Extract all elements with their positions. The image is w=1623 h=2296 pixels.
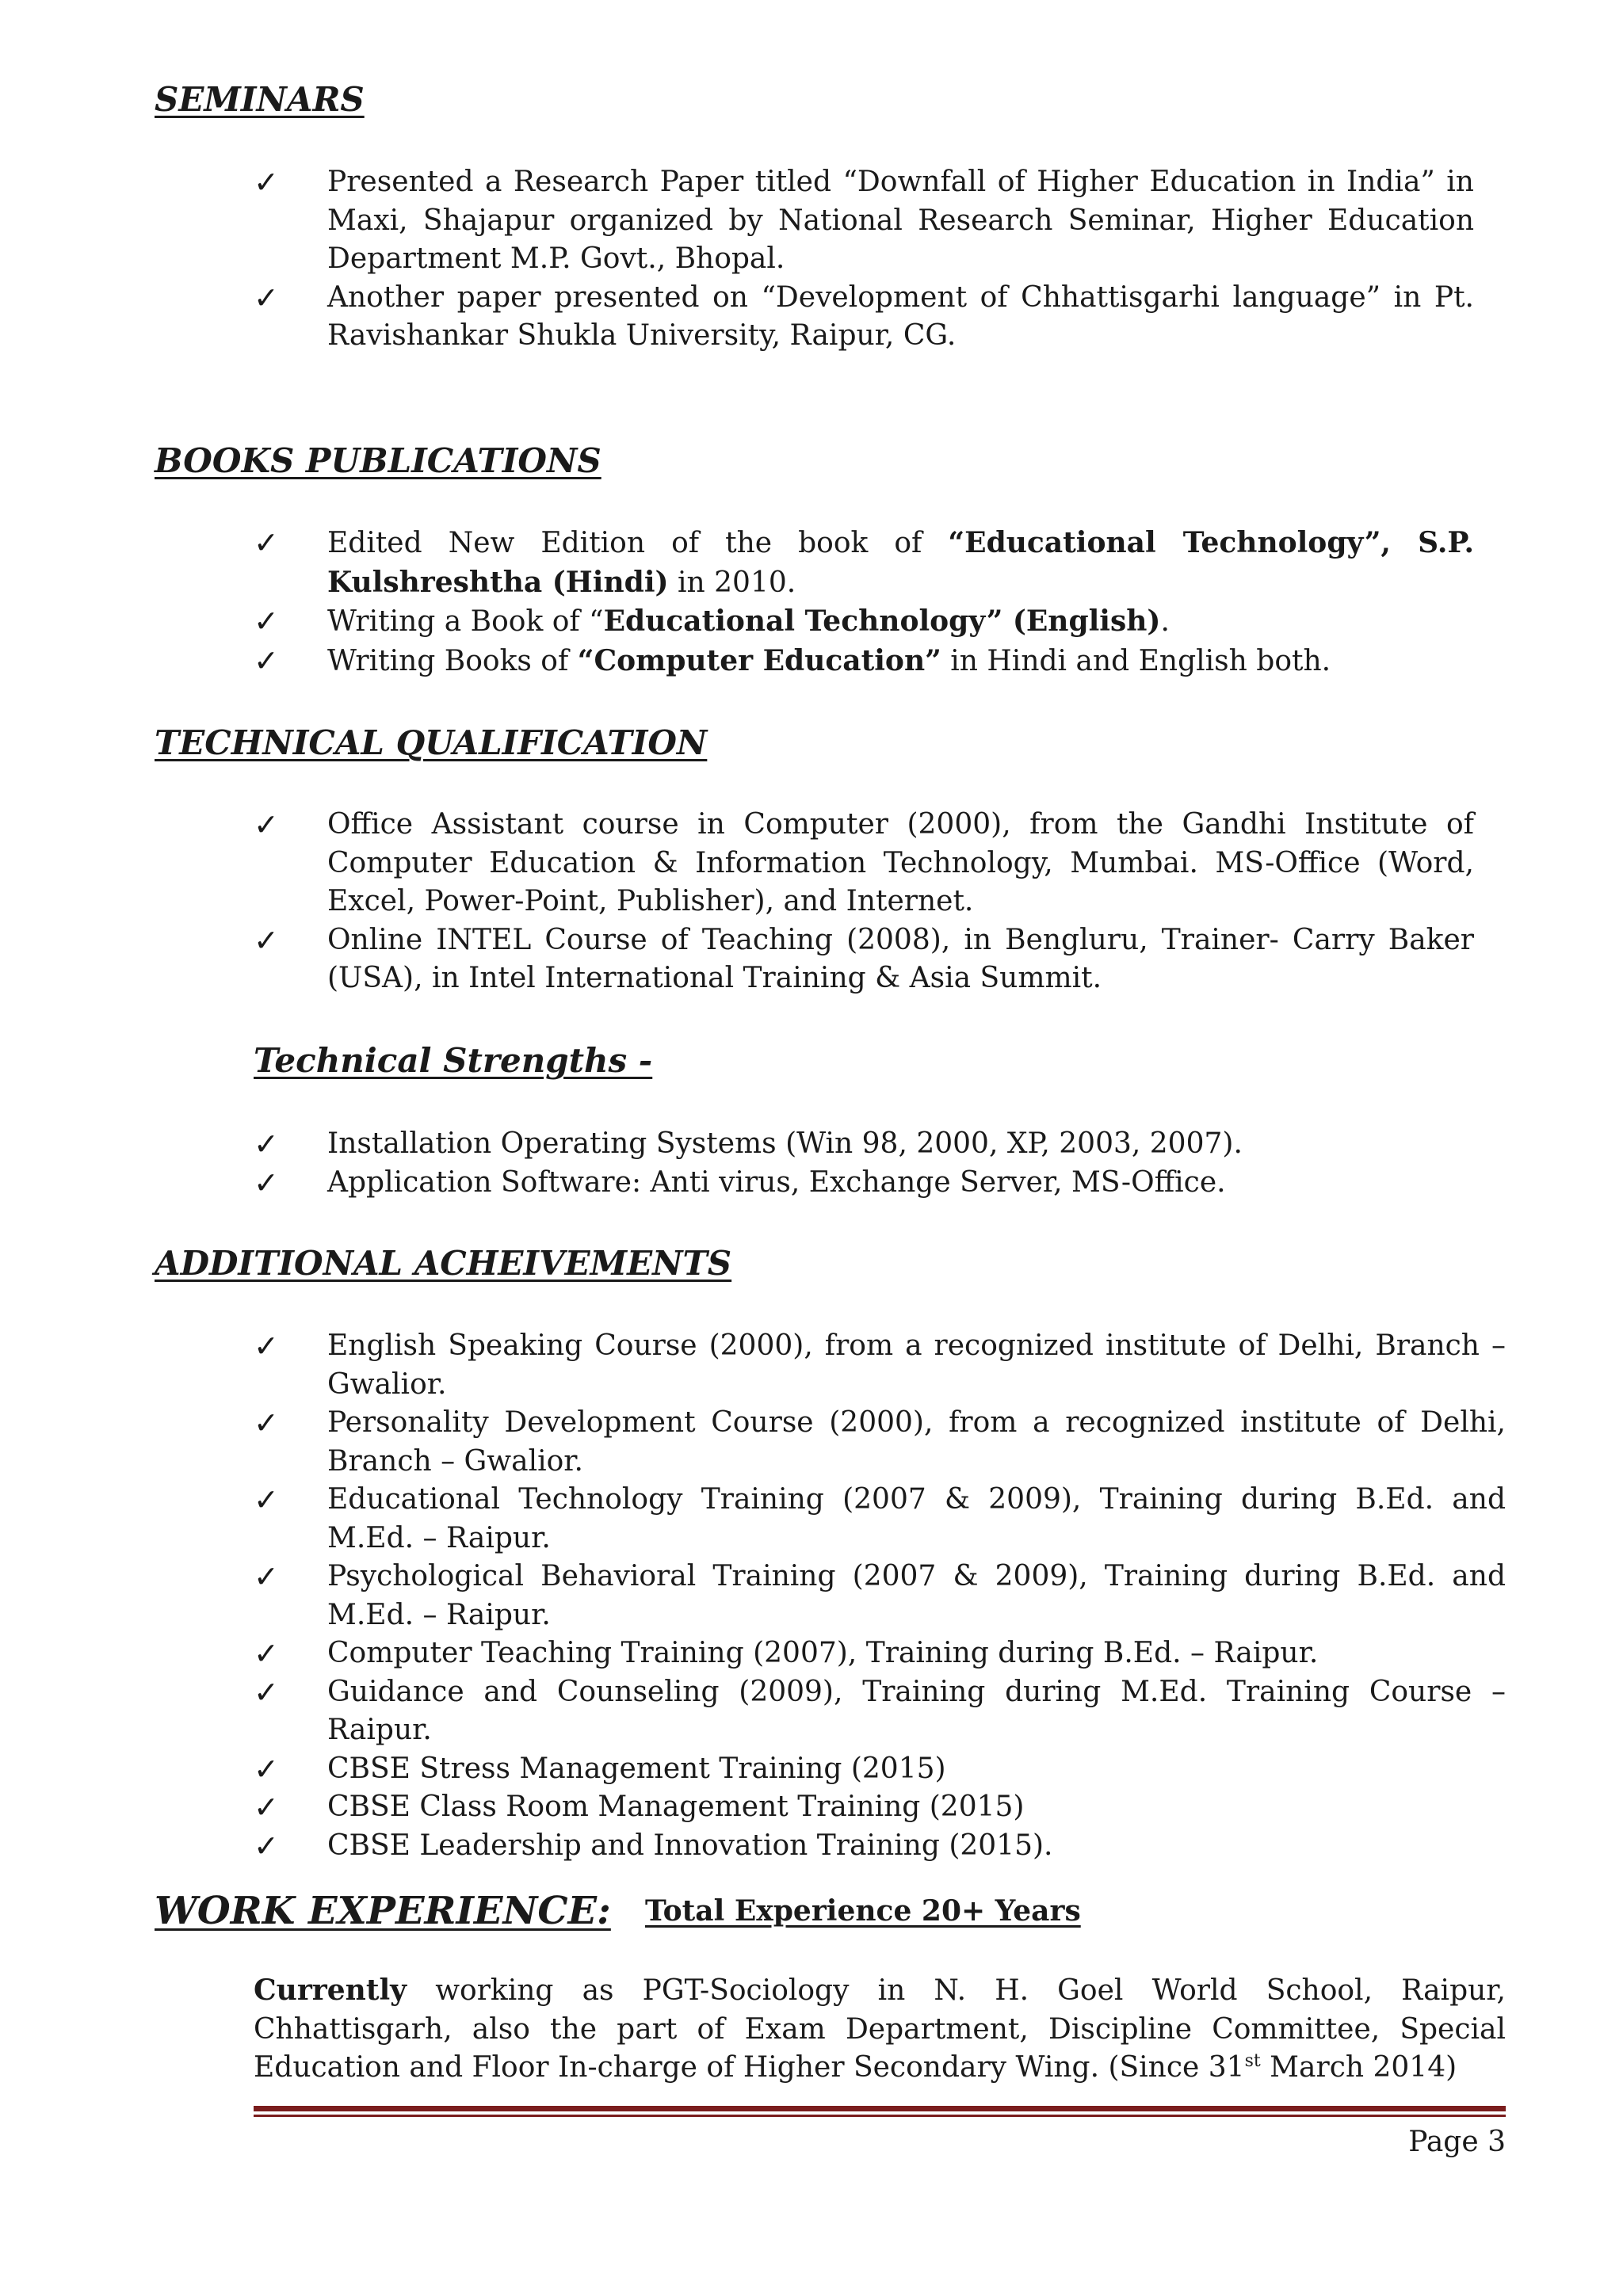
- list-item: ✓ Presented a Research Paper titled “Downfall of Higher Education in India” in Maxi, Shajapur organized by National Research Seminar, Higher Education Department M.P. Govt., Bhopal.: [254, 165, 1474, 275]
- achievements-list: [254, 1327, 1506, 1865]
- list-item: ✓ CBSE Stress Management Training (2015): [254, 1750, 1506, 1789]
- list-item: ✓ Application Software: Anti virus, Exchange Server, MS-Office.: [254, 1164, 1474, 1203]
- list-item: ✓ English Speaking Course (2000), from a recognized institute of Delhi, Branch – Gwalior.: [254, 1329, 1506, 1401]
- total-experience: Total Experience 20+ Years: [645, 1894, 1081, 1928]
- checkmark-icon: ✓: [254, 1790, 279, 1825]
- list-item: ✓ Edited New Edition of the book of “Educational Technology”, S.P. Kulshreshtha (Hindi) in 2010.: [254, 525, 1474, 599]
- list-item: ✓ CBSE Class Room Management Training (2015): [254, 1788, 1506, 1827]
- list-item: ✓ CBSE Leadership and Innovation Training (2015).: [254, 1827, 1506, 1866]
- footer-rule-thin: [254, 2115, 1506, 2117]
- current-position-paragraph: Currently working as PGT-Sociology in N. H. Goel World School, Raipur, Chhattisgarh, also the part of Exam Department, Discipline Committee, Special Education and Floor In-charge of Higher Secondary Wing. (Since 31st March 2014): [254, 1974, 1506, 2084]
- list-item: ✓ Personality Development Course (2000), from a recognized institute of Delhi, Branch – Gwalior.: [254, 1405, 1506, 1478]
- list-item: ✓ Installation Operating Systems (Win 98, 2000, XP, 2003, 2007).: [254, 1125, 1474, 1164]
- checkmark-icon: ✓: [254, 280, 279, 315]
- list-item: ✓ Educational Technology Training (2007 & 2009), Training during B.Ed. and M.Ed. – Raipur.: [254, 1482, 1506, 1554]
- checkmark-icon: ✓: [254, 604, 279, 639]
- strengths-list: [254, 1125, 1474, 1202]
- checkmark-icon: ✓: [254, 1828, 279, 1863]
- checkmark-icon: ✓: [254, 1127, 279, 1161]
- checkmark-icon: ✓: [254, 1482, 279, 1517]
- checkmark-icon: ✓: [254, 1329, 279, 1363]
- checkmark-icon: ✓: [254, 922, 279, 958]
- checkmark-icon: ✓: [254, 1165, 279, 1200]
- list-item: ✓ Guidance and Counseling (2009), Training during M.Ed. Training Course – Raipur.: [254, 1674, 1506, 1746]
- strengths-heading: Technical Strengths -: [254, 1041, 653, 1080]
- seminars-list: [254, 163, 1474, 356]
- technical-list: [254, 806, 1474, 998]
- technical-heading: TECHNICAL QUALIFICATION: [155, 723, 708, 762]
- list-item: ✓ Online INTEL Course of Teaching (2008), in Bengluru, Trainer- Carry Baker (USA), in Intel International Training & Asia Summit.: [254, 922, 1474, 994]
- list-item: ✓ Computer Teaching Training (2007), Training during B.Ed. – Raipur.: [254, 1634, 1506, 1673]
- checkmark-icon: ✓: [254, 525, 279, 560]
- checkmark-icon: ✓: [254, 1636, 279, 1671]
- checkmark-icon: ✓: [254, 807, 279, 842]
- achievements-heading: ADDITIONAL ACHEIVEMENTS: [155, 1244, 732, 1283]
- list-item: ✓ Writing a Book of “Educational Technology” (English).: [254, 602, 1474, 642]
- checkmark-icon: ✓: [254, 1559, 279, 1594]
- work-experience-heading: WORK EXPERIENCE:: [155, 1889, 611, 1933]
- books-heading: BOOKS PUBLICATIONS: [155, 441, 601, 480]
- page-number: Page 3: [1408, 2126, 1506, 2158]
- seminars-heading: SEMINARS: [155, 80, 365, 119]
- list-item: ✓ Another paper presented on “Development of Chhattisgarhi language” in Pt. Ravishankar Shukla University, Raipur, CG.: [254, 280, 1474, 352]
- list-item: ✓ Writing Books of “Computer Education” in Hindi and English both.: [254, 642, 1474, 681]
- footer-rule: [254, 2106, 1506, 2111]
- list-item: ✓ Psychological Behavioral Training (2007 & 2009), Training during B.Ed. and M.Ed. – Raipur.: [254, 1559, 1506, 1631]
- checkmark-icon: ✓: [254, 165, 279, 200]
- checkmark-icon: ✓: [254, 1674, 279, 1710]
- checkmark-icon: ✓: [254, 1405, 279, 1440]
- checkmark-icon: ✓: [254, 643, 279, 678]
- books-list: [254, 524, 1474, 681]
- list-item: ✓ Office Assistant course in Computer (2000), from the Gandhi Institute of Computer Education & Information Technology, Mumbai. MS-Office (Word, Excel, Power-Point, Publisher), and Internet.: [254, 807, 1474, 917]
- checkmark-icon: ✓: [254, 1751, 279, 1787]
